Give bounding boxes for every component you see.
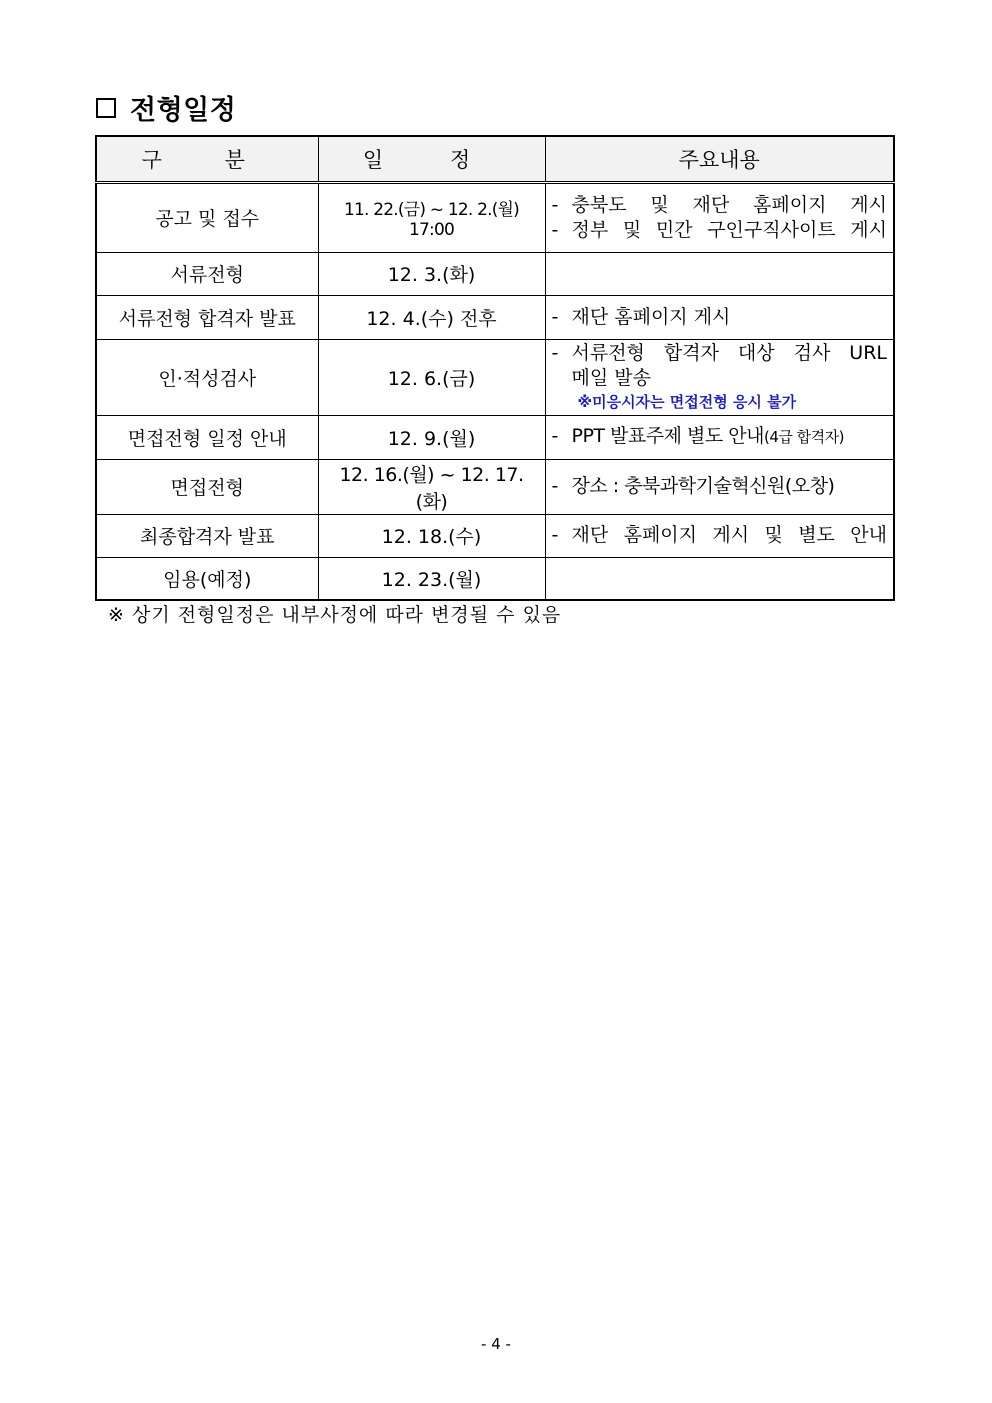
table-row	[96, 514, 894, 557]
schedule-table	[95, 135, 895, 601]
row-category: 최종합격자 발표	[96, 514, 318, 557]
row-details: - PPT 발표주제 별도 안내(4급 합격자)	[545, 415, 894, 459]
section-heading	[96, 88, 236, 127]
row-schedule: 11. 22.(금) ~ 12. 2.(월) 17:00	[318, 182, 545, 252]
row-category: 서류전형	[96, 252, 318, 295]
row-category: 면접전형	[96, 459, 318, 514]
row-schedule: 12. 6.(금)	[318, 339, 545, 415]
row-schedule: 12. 18.(수)	[318, 514, 545, 557]
row-category: 인·적성검사	[96, 339, 318, 415]
row-details	[545, 252, 894, 295]
row-schedule: 12. 4.(수) 전후	[318, 295, 545, 339]
table-row	[96, 295, 894, 339]
table-row	[96, 339, 894, 415]
row-category: 임용(예정)	[96, 557, 318, 600]
warning-note: ※미응시자는 면접전형 응시 불가	[577, 393, 797, 411]
row-schedule: 12. 9.(월)	[318, 415, 545, 459]
header-details: 주요내용	[545, 136, 894, 182]
footnote: ※ 상기 전형일정은 내부사정에 따라 변경될 수 있음	[108, 604, 562, 626]
row-schedule: 12. 3.(화)	[318, 252, 545, 295]
table-header-row	[96, 136, 894, 182]
table-row	[96, 252, 894, 295]
table-row	[96, 415, 894, 459]
checkbox-square-icon	[96, 98, 116, 118]
page-number: - 4 -	[481, 1335, 511, 1353]
row-schedule: 12. 23.(월)	[318, 557, 545, 600]
row-schedule: 12. 16.(월) ~ 12. 17.(화)	[318, 459, 545, 514]
table-row	[96, 459, 894, 514]
row-category: 서류전형 합격자 발표	[96, 295, 318, 339]
header-category: 구 분	[96, 136, 318, 182]
row-details: - 충북도 및 재단 홈페이지 게시 - 정부 및 민간 구인구직사이트 게시	[545, 182, 894, 252]
header-schedule: 일 정	[318, 136, 545, 182]
section-title: 전형일정	[130, 95, 237, 126]
row-details: - 장소 : 충북과학기술혁신원(오창)	[545, 459, 894, 514]
row-category: 공고 및 접수	[96, 182, 318, 252]
table-row	[96, 557, 894, 600]
row-details: - 재단 홈페이지 게시 및 별도 안내	[545, 514, 894, 557]
row-details: - 서류전형 합격자 대상 검사 URL 메일 발송 ※미응시자는 면접전형 응시 불가	[545, 339, 894, 415]
table-row	[96, 182, 894, 252]
row-category: 면접전형 일정 안내	[96, 415, 318, 459]
row-details: - 재단 홈페이지 게시	[545, 295, 894, 339]
row-details	[545, 557, 894, 600]
